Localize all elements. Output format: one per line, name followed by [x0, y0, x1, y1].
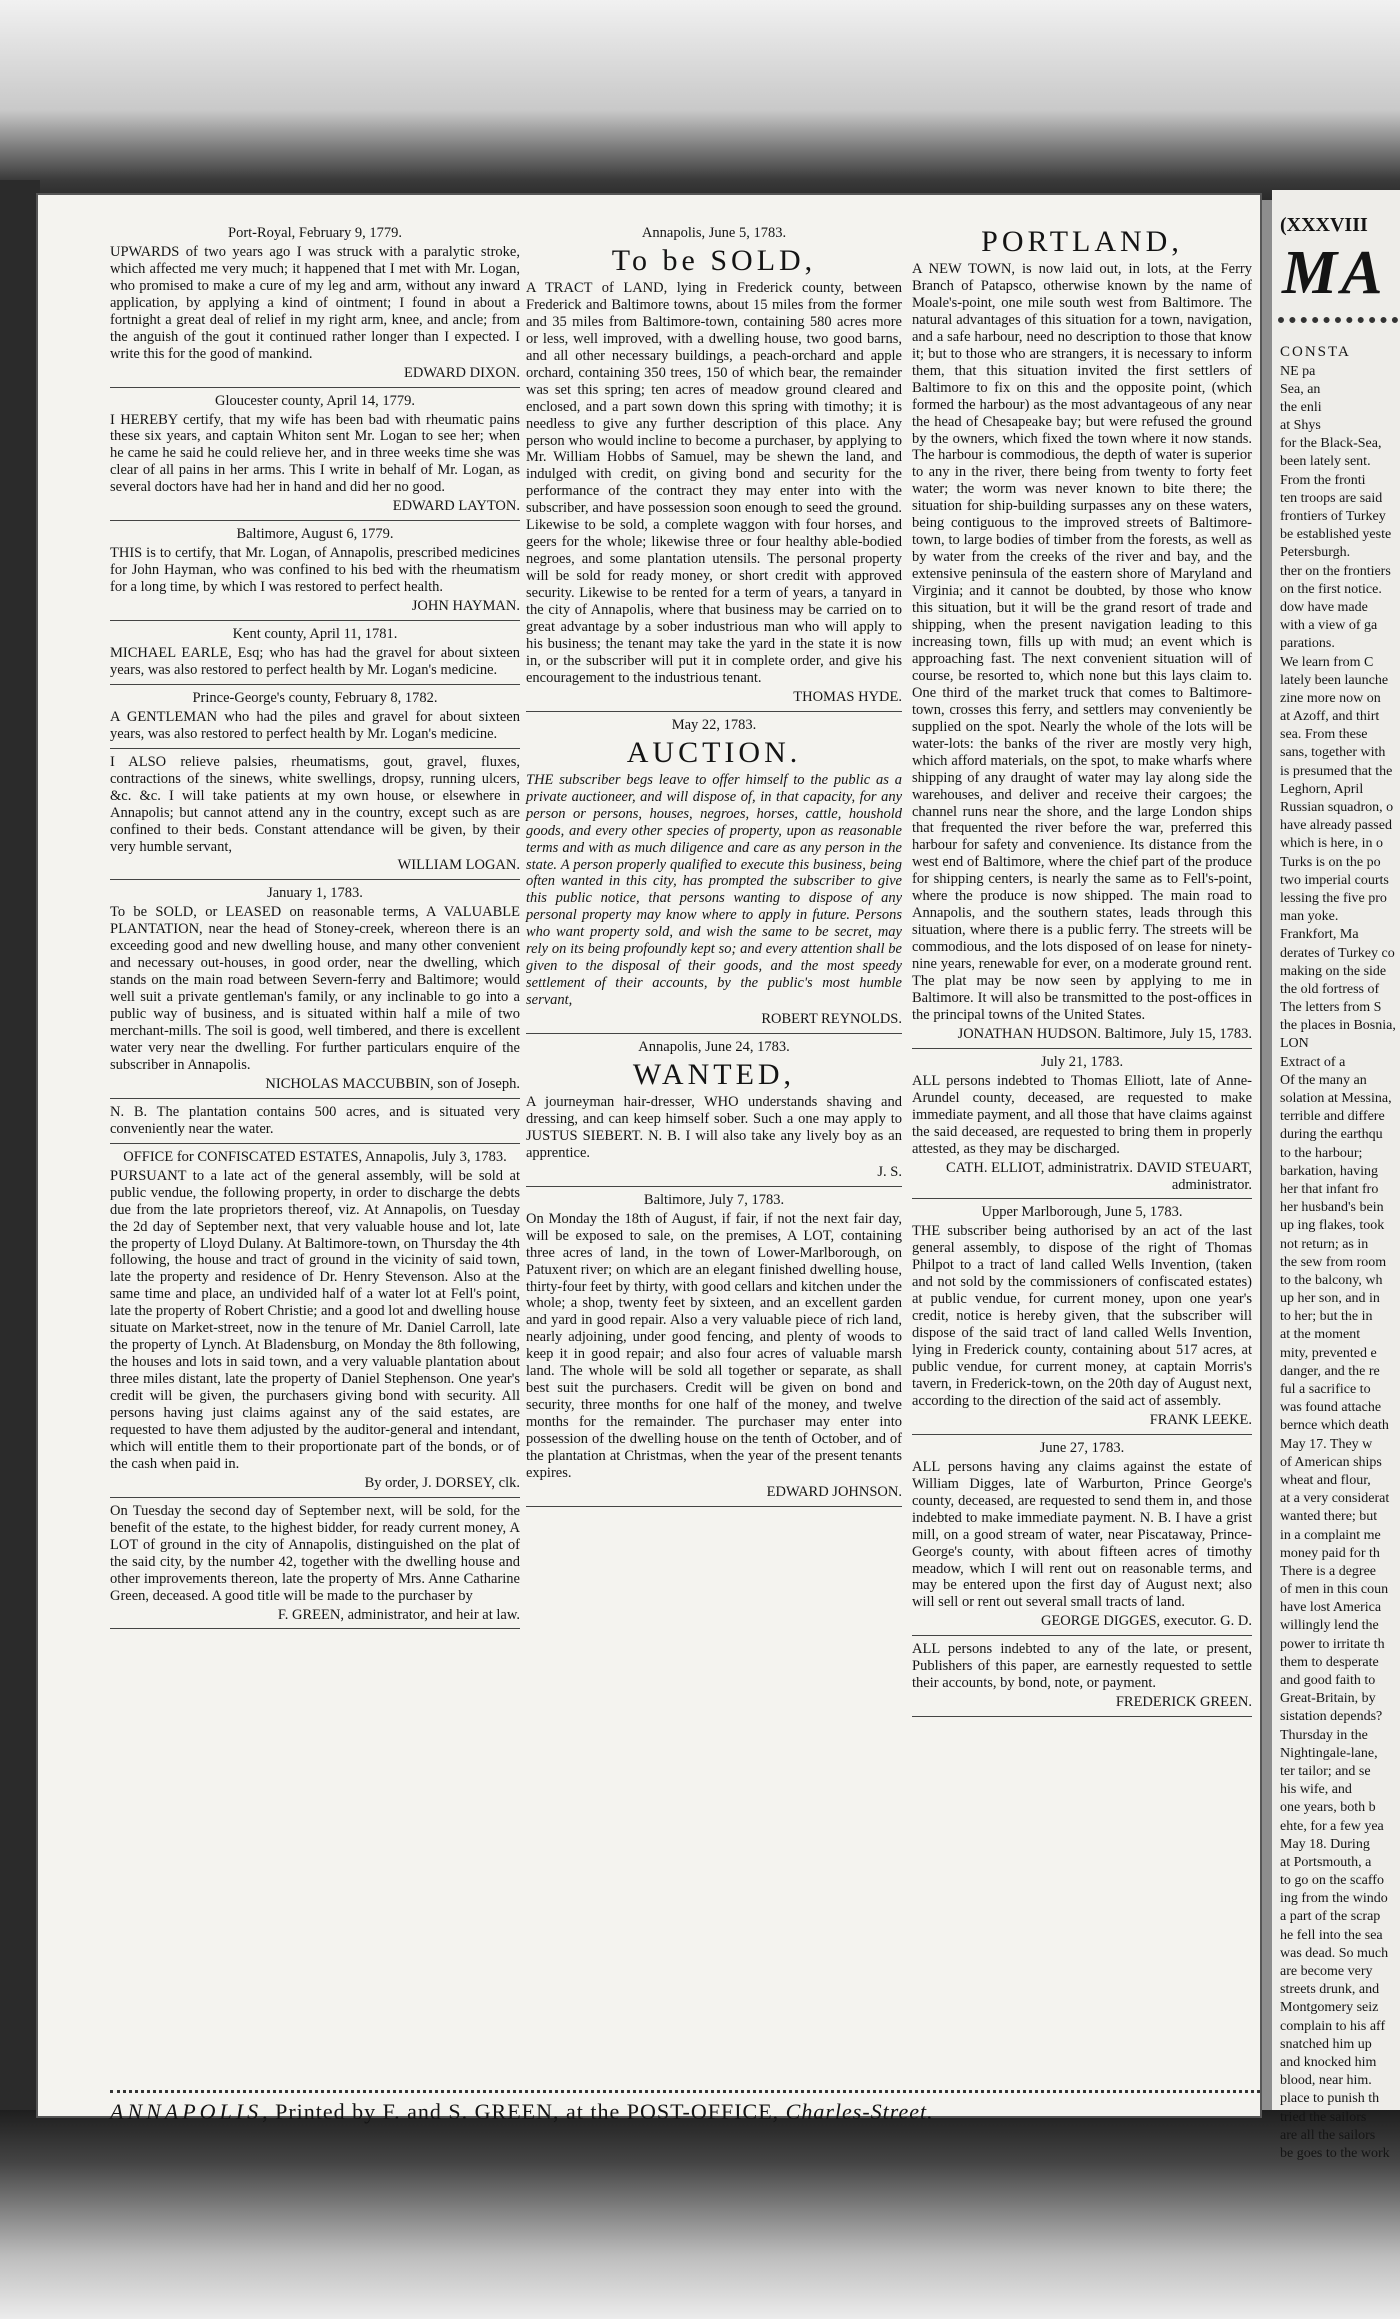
adjacent-text-line: bernce which death [1280, 1418, 1389, 1434]
adjacent-ornament [1278, 317, 1398, 323]
ad-signature: FRANK LEEKE. [1149, 1411, 1252, 1428]
ad-divider [110, 748, 520, 749]
adjacent-text-line: snatched him up [1280, 2036, 1372, 2052]
adjacent-text-line: solation at Messina, [1280, 1091, 1392, 1106]
adjacent-text-line: May 17. They w [1280, 1436, 1373, 1452]
adjacent-text-line: Turks is on the po [1280, 854, 1381, 870]
adjacent-text-line: We learn from C [1280, 654, 1374, 670]
ad-dateline: Baltimore, August 6, 1779. [236, 526, 394, 543]
ad-divider [110, 1098, 520, 1099]
ad-signature: JOHN HAYMAN. [411, 598, 520, 615]
ad-body: THE subscriber begs leave to offer himself to the public as a private auctioneer, and will dispose of, in that capacity, for any person or persons, houses, negroes, horses, cattle, houshold goods, and every other species of property, upon as reasonable terms and with as much diligence and care as any person in the state. A person properly qualified to execute this business, being often wanted in this city, has prompted the subscriber to give this public notice, that persons wanting to dispose of any personal property may know where to apply in future. Persons who want property sold, and wish the same to be secret, may rely on its being profoundly kept so; and every attention shall be given to the disposal of their goods, and the most speedy settlement of their accounts, by the public's most humble servant, [526, 771, 902, 1009]
adjacent-text-line: May 18. During [1280, 1836, 1370, 1852]
ad-body: A GENTLEMAN who had the piles and gravel for about sixteen years, was also restored to perfect health by Mr. Logan's medicine. [110, 708, 520, 742]
column-2 [526, 223, 902, 1512]
ad-divider [526, 711, 902, 712]
adjacent-text-line: Sea, an [1280, 381, 1321, 397]
adjacent-text-line: barkation, having [1280, 1163, 1378, 1179]
ad-signature: THOMAS HYDE. [793, 688, 902, 705]
ad-divider [110, 620, 520, 621]
ad-dateline: June 27, 1783. [1039, 1439, 1125, 1456]
adjacent-text-line: of American ships [1280, 1454, 1382, 1470]
ad-dateline: Baltimore, July 7, 1783. [643, 1191, 785, 1208]
ad-divider [110, 1143, 520, 1144]
adjacent-text-line: streets drunk, and [1280, 1982, 1380, 1998]
adjacent-text-line: two imperial courts [1280, 872, 1389, 888]
adjacent-text-line: man yoke. [1280, 909, 1339, 925]
adjacent-text-line: sea. From these [1280, 727, 1368, 743]
ad-dateline: Prince-George's county, February 8, 1782. [192, 689, 438, 706]
adjacent-text-line: money paid for th [1280, 1545, 1380, 1561]
adjacent-text-line: Extract of a [1280, 1054, 1346, 1070]
ad-body: I ALSO relieve palsies, rheumatisms, gout, gravel, fluxes, contractions of the sinews, white swellings, dropsy, running ulcers, &c. &c. I will take patients at my own house, or elsewhere in Annapolis; but cannot attend any in the country, except such as are confined to their beds. Constant attendance will be given, by their very humble servant, [110, 753, 520, 855]
adjacent-text-line: Frankfort, Ma [1280, 927, 1359, 943]
advertisement [110, 1104, 520, 1144]
adjacent-text-line: NE pa [1280, 363, 1316, 379]
adjacent-heading: CONSTA [1280, 344, 1351, 360]
adjacent-text-line: dow have made [1280, 599, 1368, 615]
adjacent-text-line: at Azoff, and thirt [1280, 709, 1380, 725]
adjacent-text-line: have already passed [1280, 818, 1392, 834]
ad-dateline: May 22, 1783. [671, 716, 757, 733]
adjacent-text-line: not return; as in [1280, 1236, 1369, 1252]
adjacent-text-line: are become very [1280, 1964, 1373, 1979]
adjacent-text-line: Montgomery seiz [1280, 2000, 1379, 2016]
adjacent-text-line: tried the sailors [1280, 2109, 1367, 2125]
advertisement [110, 885, 520, 1098]
advertisement [912, 1641, 1252, 1717]
scan-top-margin [0, 0, 1400, 200]
adjacent-text-line: Petersburgh. [1280, 545, 1351, 561]
advertisement [110, 526, 520, 621]
adjacent-text-line: LON [1280, 1036, 1309, 1052]
advertisement [110, 225, 520, 388]
ad-body: I HEREBY certify, that my wife has been bad with rheumatic pains these six years, and captain Whiton sent Mr. Logan to see her; when he came he said he could relieve her, and in three weeks time she was clear of all pains in her arms. This I write in behalf of Mr. Logan, as several doctors have had her in hand and did her no good. [110, 411, 520, 496]
adjacent-text-line: to go on the scaffo [1280, 1873, 1384, 1889]
ad-body: A NEW TOWN, is now laid out, in lots, at the Ferry Branch of Patapsco, otherwise known by the name of Moale's-point, one mile south west from Baltimore. The natural advantages of this situation for a town, navigation, and a safe harbour, need no description to those that know it; but to those who are strangers, it is necessary to inform them, that this situation invited the first settlers of Baltimore to fix on this and the opposite point, (which formed the harbour) as the most advantageous of any near the head of Chesapeake bay; but were refused the ground by the owners, which fixed the town where it now stands. The harbour is commodious, the depth of water is superior to any in the river, there being from twenty to forty feet water; the worm was never known to bite there; the situation for ship-building surpasses any on these waters, being contiguous to the improved streets of Baltimore-town, to large bodies of timber from the forests, as well as by water from the creeks of the river and bay, and the extensive peninsula of the eastern shore of Maryland and Virginia; and it cannot be doubted, by those who know this situation, but it will be the grand resort of trade and shipping, when the present navigation leading to this increasing town, fills up with mud; an event which is approaching fast. The next convenient situation will of course, be resorted to, which none but this lays claim to. One third of the market truck that comes to Baltimore-town, crosses this ferry, and settlers may conveniently be supplied on the spot. Nearly the whole of the lots will be water-lots: the banks of the river are mostly very high, which afford materials, on the spot, to make wharfs where shipping of any draught of water may lay along side the warehouses, and deliver and receive their cargoes; the channel runs near the shore, and the large London ships that frequented the river before the war, preferred this harbour for safety and convenience. Its distance from the west end of Baltimore, where the chief part of the produce for shipping centers, is nearly the same as to Fell's-point, where the produce is now shipped. The main road to Annapolis, and the southern states, leads through this situation, where there is a public ferry. The streets will be commodious, and the lots disposed of on lease for ninety-nine years, renewable for ever, on a moderate ground rent. The plat may be now seen by applying to me in Baltimore. It will also be transmitted to the post-offices in the principal towns of the United States. [912, 261, 1252, 1023]
ad-dateline: Port-Royal, February 9, 1779. [228, 225, 402, 241]
ad-dateline: July 21, 1783. [1040, 1053, 1124, 1070]
adjacent-text-line: danger, and the re [1280, 1363, 1380, 1379]
adjacent-text-line: complain to his aff [1280, 2018, 1386, 2034]
adjacent-text-line: sistation depends? [1280, 1709, 1383, 1725]
ad-body: ALL persons having any claims against the estate of William Digges, late of Warburton, Prince George's county, deceased, are requested to send them in, and those indebted to make immediate payment. N. B. I have a grist mill, on a good stream of water, near Piscataway, Prince-George's county, with about fifteen acres of timothy meadow, which I will rent out on reasonable terms, and may be entered upon the first day of August next; also will sell or rent out several small tracts of land. [912, 1458, 1252, 1611]
ad-headline: WANTED, [632, 1057, 796, 1091]
advertisement [110, 690, 520, 749]
adjacent-text-line: her that infant fro [1280, 1181, 1379, 1197]
adjacent-text-line: was dead. So much [1280, 1945, 1389, 1961]
advertisement [526, 1192, 902, 1507]
adjacent-text-line: for the Black-Sea, [1280, 436, 1382, 452]
adjacent-text-line: the places in Bosnia, [1280, 1018, 1396, 1034]
adjacent-text-line: wanted there; but [1280, 1509, 1378, 1525]
imprint-footer: ANNAPOLIS, Printed by F. and S. GREEN, at the POST-OFFICE, Charles-Street. [110, 2090, 1260, 2125]
ad-divider [912, 1635, 1252, 1636]
ad-divider [912, 1434, 1252, 1435]
ad-divider [526, 1506, 902, 1507]
adjacent-text-line: lessing the five pro [1280, 890, 1387, 906]
adjacent-text-line: been lately sent. [1280, 454, 1371, 470]
advertisement [526, 717, 902, 1034]
ad-dateline: Gloucester county, April 14, 1779. [214, 392, 415, 409]
adjacent-text-line: during the earthqu [1280, 1127, 1383, 1143]
adjacent-text-line: one years, both b [1280, 1800, 1376, 1816]
adjacent-text-line: ehte, for a few yea [1280, 1818, 1384, 1834]
adjacent-text-line: and good faith to [1280, 1673, 1376, 1688]
advertisement [110, 393, 520, 522]
ad-divider [110, 684, 520, 685]
adjacent-text-line: willingly lend the [1280, 1618, 1379, 1634]
ad-divider [110, 1628, 520, 1629]
adjacent-text-lines [1272, 363, 1400, 2164]
advertisement [110, 1503, 520, 1630]
ad-body: THE subscriber being authorised by an act of the last general assembly, to dispose of the right of Thomas Philpot to a tract of land called Wells Invention, (taken and not sold by the commissioners of confiscated estates) at public vendue, for current money, upon one year's credit, notice is hereby given, that the subscriber will dispose of the said tract of land called Wells Invention, lying in Frederick county, containing about 517 acres, at public vendue, for current money, at captain Morris's tavern, in Frederick-town, on the 20th day of August next, according to the direction of the said act of assembly. [912, 1223, 1252, 1409]
adjacent-text-line: zine more now on [1280, 690, 1381, 706]
adjacent-text-line: is presumed that the [1280, 763, 1393, 779]
ad-dateline: Upper Marlborough, June 5, 1783. [981, 1204, 1183, 1221]
imprint-city: ANNAPOLIS [110, 2099, 263, 2124]
column-3 [912, 223, 1252, 1722]
adjacent-text-line: his wife, and [1280, 1782, 1352, 1798]
adjacent-text-line: are all the sailors [1280, 2127, 1376, 2143]
imprint-printer: Printed by F. and S. GREEN, at the POST-OFFICE, [275, 2099, 780, 2124]
advertisement [912, 225, 1252, 1049]
scan-left-edge [0, 180, 40, 2140]
adjacent-text-line: ten troops are said [1280, 490, 1383, 506]
advertisement [912, 1204, 1252, 1434]
newspaper-page [36, 193, 1262, 2124]
ad-dateline: Annapolis, June 24, 1783. [638, 1039, 790, 1056]
adjacent-text-line: of men in this coun [1280, 1582, 1389, 1598]
adjacent-text-line: be established yeste [1280, 527, 1392, 543]
ad-divider [912, 1198, 1252, 1199]
adjacent-text-line: the old fortress of [1280, 981, 1380, 997]
adjacent-text-line: at Portsmouth, a [1280, 1854, 1372, 1870]
adjacent-text-line: wheat and flour, [1280, 1472, 1371, 1488]
ad-body: MICHAEL EARLE, Esq; who has had the gravel for about sixteen years, was also restored to perfect health by Mr. Logan's medicine. [110, 644, 520, 678]
ad-signature: F. GREEN, administrator, and heir at law. [277, 1606, 520, 1623]
adjacent-text-line: to the harbour; [1280, 1145, 1363, 1161]
ad-signature: EDWARD JOHNSON. [766, 1483, 902, 1500]
ad-divider [912, 1716, 1252, 1717]
ad-divider [110, 879, 520, 880]
ad-body: A journeyman hair-dresser, WHO understands shaving and dressing, and can keep himself sober. Such a one may apply to JUSTUS SIEBERT. N. B. I will also take any lively boy as an apprentice. [526, 1093, 902, 1161]
adjacent-text-line: derates of Turkey co [1280, 945, 1395, 961]
ad-headline: AUCTION. [626, 735, 802, 769]
adjacent-text-line: at the moment [1280, 1327, 1361, 1343]
ad-dateline: January 1, 1783. [267, 885, 363, 902]
adjacent-text-line: them to desperate [1280, 1654, 1379, 1670]
scan-bottom-margin [0, 2110, 1400, 2319]
advertisement [526, 1039, 902, 1187]
ad-body: ALL persons indebted to any of the late, or present, Publishers of this paper, are earnestly requested to settle their accounts, by bond, note, or payment. [912, 1641, 1252, 1692]
ad-divider [110, 1497, 520, 1498]
adjacent-issue-number: (XXXVIII [1280, 214, 1368, 236]
adjacent-text-line: There is a degree [1280, 1563, 1376, 1579]
advertisement [912, 1054, 1252, 1200]
ad-signature: J. S. [877, 1163, 902, 1180]
adjacent-text-line: frontiers of Turkey [1280, 509, 1386, 524]
adjacent-page-edge [1272, 190, 1400, 2161]
adjacent-text-line: ther on the frontiers [1280, 563, 1391, 579]
adjacent-text-line: to the balcony, wh [1280, 1272, 1383, 1288]
adjacent-text-line: Great-Britain, by [1280, 1691, 1376, 1707]
ad-headline: PORTLAND, [981, 225, 1183, 258]
adjacent-text-line: The letters from S [1280, 1000, 1382, 1016]
ad-signature: CATH. ELLIOT, administratrix. DAVID STEUART, administrator. [945, 1159, 1252, 1193]
advertisement [110, 754, 520, 881]
advertisement [110, 626, 520, 685]
ad-divider [110, 520, 520, 521]
adjacent-text-line: Leghorn, April [1280, 781, 1364, 797]
ad-signature: ROBERT REYNOLDS. [761, 1011, 902, 1028]
ad-signature: NICHOLAS MACCUBBIN, son of Joseph. [265, 1075, 520, 1092]
adjacent-text-line: have lost America [1280, 1600, 1382, 1616]
adjacent-masthead: MA [1282, 239, 1387, 307]
adjacent-text-line: place to punish th [1280, 2091, 1380, 2107]
adjacent-text-line: in a complaint me [1280, 1527, 1381, 1543]
adjacent-text-line: ing from the windo [1280, 1891, 1388, 1907]
adjacent-text-line: was found attache [1280, 1400, 1382, 1416]
ad-signature: EDWARD DIXON. [404, 364, 520, 381]
adjacent-text-line: Thursday in the [1280, 1727, 1368, 1743]
adjacent-text-line: ful a sacrifice to [1280, 1382, 1371, 1397]
ad-divider [526, 1186, 902, 1187]
adjacent-text-line: at Shys [1280, 418, 1321, 434]
ad-body: UPWARDS of two years ago I was struck with a paralytic stroke, which affected me very much; it happened that I met with Mr. Logan, who promised to make a cure of my leg and arm, without any inward application, by applying a kind of ointment; I found in about a fortnight a great deal of relief in my right arm, knee, and ancle; from the anguish of the gout it continued rather longer than I expected. I write this for the good of mankind. [110, 243, 520, 362]
ad-divider [110, 387, 520, 388]
adjacent-text-line: making on the side [1280, 963, 1387, 979]
adjacent-text-line: From the fronti [1280, 472, 1366, 488]
ad-dateline: Kent county, April 11, 1781. [232, 626, 398, 643]
ad-signature: GEORGE DIGGES, executor. G. D. [1040, 1613, 1252, 1630]
imprint-street: Charles-Street. [785, 2099, 934, 2124]
ad-signature: WILLIAM LOGAN. [397, 857, 520, 874]
adjacent-text-line: Russian squadron, o [1280, 800, 1394, 815]
adjacent-text-line: power to irritate th [1280, 1636, 1385, 1652]
advertisement [526, 225, 902, 712]
ad-body: On Monday the 18th of August, if fair, if not the next fair day, will be exposed to sale, on the premises, A LOT, containing three acres of land, in the town of Lower-Marlborough, on Patuxent river; on which are an elegant finished dwelling house, thirty-four feet by thirty, with good cellars and kitchen under the whole; a shop, twenty feet by sixteen, and an excellent garden and yard in good repair. Also a very valuable piece of rich land, nearly adjoining, under good fencing, and plenty of woods to keep it in good repair; and also four acres of valuable marsh land. The whole will be sold all together or separate, as shall best suit the purchasers. Credit will be given on bond and security, three months for one half of the money, and twelve months for the remainder. The purchaser may enter into possession of the dwelling house on the tenth of October, and of the plantation at Christmas, when the year of the present tenants expires. [526, 1210, 902, 1481]
adjacent-text-line: he fell into the sea [1280, 1927, 1383, 1943]
adjacent-text-line: which is here, in o [1280, 836, 1384, 852]
adjacent-text-line: be goes to the work [1280, 2145, 1390, 2161]
adjacent-text-line: up ing flakes, took [1280, 1218, 1385, 1234]
adjacent-text-line: her husband's bein [1280, 1200, 1384, 1216]
advertisement [110, 1149, 520, 1498]
ad-dateline: Annapolis, June 5, 1783. [641, 225, 787, 241]
ad-body: A TRACT of LAND, lying in Frederick county, between Frederick and Baltimore towns, about 15 miles from the former and 35 miles from Baltimore-town, containing 580 acres more or less, well improved, with a dwelling house, two good barns, and all other necessary buildings, a peach-orchard and apple orchard, containing 350 trees, 150 of which bear, the remainder was set this spring; ten acres of meadow ground cleared and enclosed, and a part sown down this spring with timothy; it is needless to give any further description of this place. Any person who would incline to become a purchaser, by applying to Mr. William Hobbs of Samuel, may be shewn the land, and indulged with credit, on giving bond and security for the performance of the contract they may enter into with the subscriber, and have possession soon enough to seed the ground. Likewise to be sold, a complete waggon with four horses, and geers for the whole; likewise three or four healthy able-bodied negroes, and some plantation utensils. The personal property will be sold for ready money, or short credit with approved security. Likewise to be rented for a term of years, a tanyard in the city of Annapolis, where that business may be carried on to great advantage by a sober industrious man who will apply to his business; the tenant may take the yard in the state it is now in, or the subscriber will put it in complete order, and give his encouragement to the industrious tenant. [526, 279, 902, 686]
adjacent-text-line: terrible and differe [1280, 1109, 1385, 1125]
adjacent-text-line: a part of the scrap [1280, 1909, 1381, 1925]
column-1 [110, 223, 520, 1634]
ad-divider [912, 1048, 1252, 1049]
ad-divider [526, 1033, 902, 1034]
ad-headline: To be SOLD, [611, 243, 817, 277]
adjacent-text-line: blood, near him. [1280, 2073, 1372, 2089]
ad-signature: EDWARD LAYTON. [392, 498, 520, 515]
adjacent-text-line: the sew from room [1280, 1254, 1387, 1270]
adjacent-text-line: the enli [1280, 399, 1322, 415]
adjacent-text-line: lately been launche [1280, 672, 1389, 688]
ad-body: ALL persons indebted to Thomas Elliott, late of Anne-Arundel county, deceased, are requested to make immediate payment, and all those that have claims against the said deceased, are requested to bring them in properly attested, as they may be discharged. [912, 1072, 1252, 1157]
adjacent-text-line: parations. [1280, 636, 1335, 652]
advertisement [912, 1440, 1252, 1636]
adjacent-text-line: with a view of ga [1280, 618, 1378, 634]
adjacent-text-line: to her; but the in [1280, 1309, 1373, 1325]
adjacent-text-line: and knocked him [1280, 2054, 1377, 2070]
adjacent-text-line: at a very considerat [1280, 1491, 1390, 1507]
ad-body: PURSUANT to a late act of the general assembly, will be sold at public vendue, the following property, in order to discharge the debts due from the late proprietors thereof, viz. At Annapolis, on Tuesday the 2d day of September next, that very valuable house and lot, late the property of Lloyd Dulany. At Baltimore-town, on Thursday the 4th following, the house and tract of ground in the vicinity of said town, late the property and residence of Dr. Henry Stevenson. Also at the same time and place, an undivided half of a water lot at Fell's point, late the property of Robert Christie; and a good lot and dwelling house situate on Market-street, now in the tenure of Mr. Daniel Carroll, late the property of Lynch. At Bladensburg, on Monday the 8th following, the houses and lots in said town, and a very valuable plantation about three miles distant, late the property of Daniel Stephenson. One year's credit will be given, the purchasers giving bond with security. All persons having just claims against any of the said estates, are requested to have them adjusted by the auditor-general and intendant, which will entitle them to their proportionate part of the bonds, or of the cash when paid in. [110, 1167, 520, 1472]
ad-body: THIS is to certify, that Mr. Logan, of Annapolis, prescribed medicines for John Hayman, who was confined to his bed with the rheumatism for a long time, by which I was restored to perfect health. [110, 545, 520, 596]
adjacent-text-line: Nightingale-lane, [1280, 1745, 1378, 1761]
adjacent-text-line: on the first notice. [1280, 581, 1382, 597]
adjacent-text-line: sans, together with [1280, 745, 1386, 761]
ad-signature: JONATHAN HUDSON. Baltimore, July 15, 1783. [957, 1025, 1252, 1042]
ad-dateline: OFFICE for CONFISCATED ESTATES, Annapolis, July 3, 1783. [123, 1148, 507, 1165]
ad-signature: By order, J. DORSEY, clk. [364, 1474, 520, 1491]
adjacent-text-line: ter tailor; and se [1280, 1763, 1371, 1779]
ad-signature: FREDERICK GREEN. [1115, 1694, 1252, 1711]
adjacent-text-line: mity, prevented e [1280, 1345, 1377, 1361]
ad-body: To be SOLD, or LEASED on reasonable terms, A VALUABLE PLANTATION, near the head of Stoney-creek, whereon there is an exceeding good and new dwelling house, and many other convenient and necessary out-houses, in good order, near the dwelling, which stands on the main road between Severn-ferry and Baltimore; would well suit a private gentleman's family, or any inclinable to go into a public way of business, and is situated within half a mile of two merchant-mills. The soil is good, well timbered, and there is excellent water very near the dwelling. For further particulars enquire of the subscriber in Annapolis. [110, 904, 520, 1073]
adjacent-text-line: up her son, and in [1280, 1291, 1380, 1307]
adjacent-text-line: Of the many an [1280, 1072, 1367, 1088]
ad-body: N. B. The plantation contains 500 acres, and is situated very conveniently near the water. [110, 1103, 520, 1137]
ad-body: On Tuesday the second day of September next, will be sold, for the benefit of the estate, to the highest bidder, for ready current money, A LOT of ground in the city of Annapolis, distinguished on the plat of the said city, by the number 42, together with the dwelling house and other improvements thereon, late the property of Mrs. Anne Catharine Green, deceased. A good title will be made to the purchaser by [110, 1502, 520, 1604]
